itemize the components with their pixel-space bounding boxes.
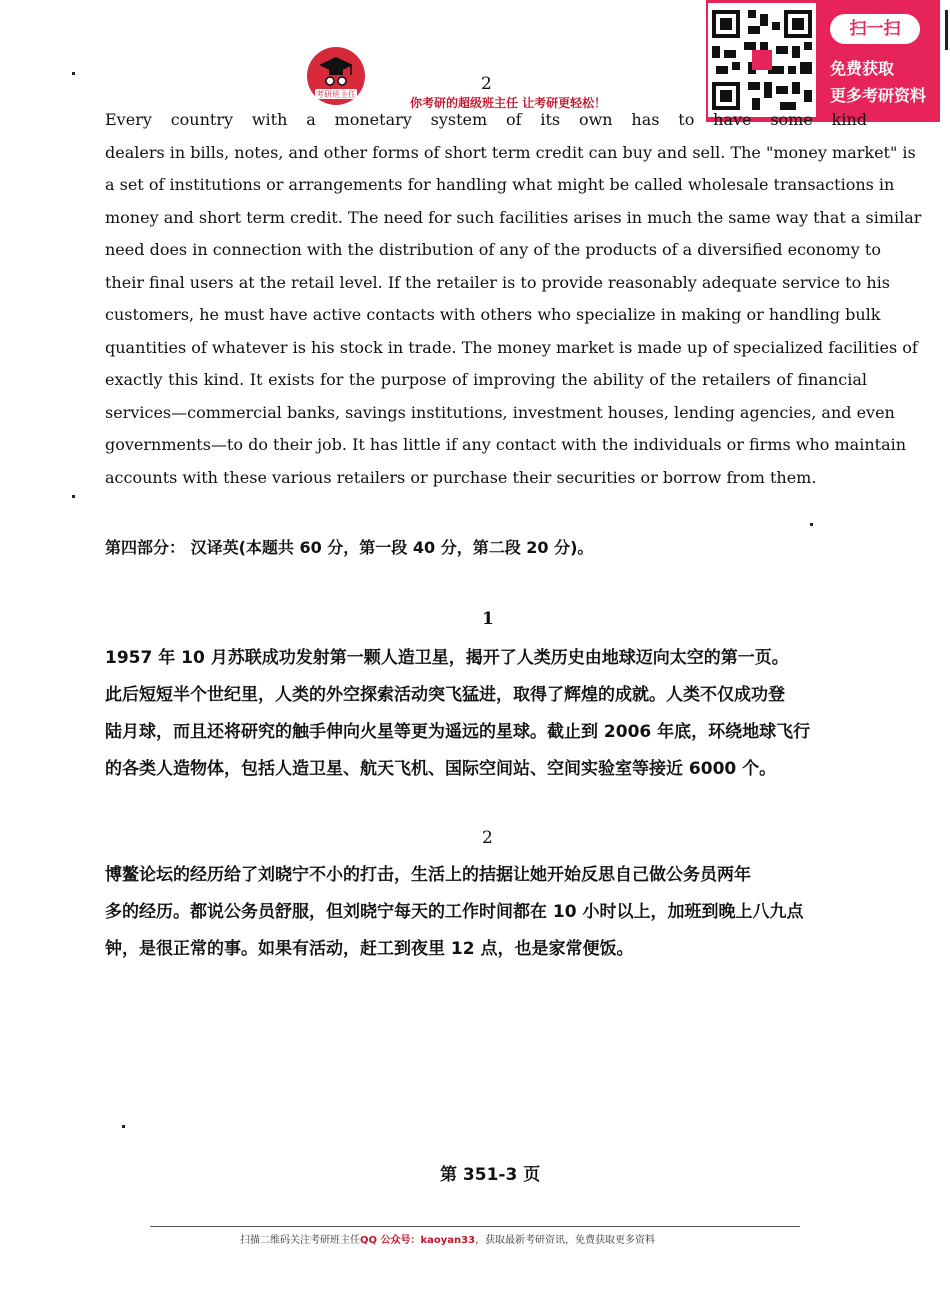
passage-line: Every country with a monetary system of its own has to have some kind (105, 110, 867, 129)
passage-line: services—commercial banks, savings institutions, investment houses, lending agencies, and even (105, 402, 895, 422)
scan-badge[interactable]: 扫一扫 (830, 14, 920, 44)
passage-line: governments—to do their job. It has little if any contact with the individuals or firms who maintain (105, 435, 907, 454)
paragraph-line: 陆月球，而且还将研究的触手伸向火星等更为遥远的星球。截止到 2006 年底，环绕地球飞行 (105, 722, 811, 742)
paragraph-line: 博鳌论坛的经历给了刘晓宁不小的打击，生活上的拮据让她开始反思自己做公务员两年 (105, 865, 751, 885)
section-title: 第四部分： 汉译英(本题共 60 分，第一段 40 分，第二段 20 分)。 (105, 538, 594, 557)
passage-line: need does in connection with the distribution of any of the products of a diversified economy to (105, 240, 881, 259)
paragraph-line: 钟，是很正常的事。如果有活动，赶工到夜里 12 点，也是家常便饭。 (105, 939, 634, 959)
footer-divider (150, 1226, 800, 1227)
paragraph-line: 此后短短半个世纪里，人类的外空探索活动突飞猛进，取得了辉煌的成就。人类不仅成功登 (105, 685, 785, 705)
footer-suffix: ，获取最新考研资讯，免费获取更多资料 (475, 1235, 656, 1246)
tagline: 你考研的超级班主任 让考研更轻松！ (410, 96, 607, 110)
edge-mark (945, 10, 948, 50)
promo-line-1: 免费获取 (830, 59, 895, 78)
scan-speck (122, 1125, 125, 1128)
passage-line: dealers in bills, notes, and other forms of short term credit can buy and sell. The "money market" is (105, 142, 916, 162)
paragraph-number-1: 1 (482, 609, 494, 629)
qr-code-icon[interactable] (708, 3, 816, 117)
passage-line: customers, he must have active contacts with others who specialize in making or handling bulk (105, 305, 881, 324)
passage-line: quantities of whatever is his stock in trade. The money market is made up of specialized facilities of (105, 337, 918, 357)
scan-speck (810, 523, 813, 526)
top-page-number: 2 (481, 74, 492, 94)
scan-speck (72, 495, 75, 498)
passage-line: accounts with these various retailers or purchase their securities or borrow from them. (105, 467, 817, 487)
paragraph-line: 的各类人造物体，包括人造卫星、航天飞机、国际空间站、空间实验室等接近 6000 个。 (105, 759, 777, 779)
scan-speck (72, 72, 75, 75)
paragraph-line: 1957 年 10 月苏联成功发射第一颗人造卫星，揭开了人类历史由地球迈向太空的第一页。 (105, 648, 789, 668)
footer-highlight: QQ 公众号：kaoyan33 (360, 1235, 476, 1246)
promo-line-2: 更多考研资料 (830, 86, 927, 105)
passage-line: money and short term credit. The need for such facilities arises in much the same way that a similar (105, 207, 922, 227)
footer-note (240, 1231, 655, 1246)
chinese-paragraph-2 (105, 857, 865, 968)
page-number: 第 351-3 页 (440, 1165, 541, 1185)
passage-line: their final users at the retail level. If the retailer is to provide reasonably adequate service to his (105, 272, 890, 292)
kaoyan-logo (305, 45, 367, 107)
paragraph-line: 多的经历。都说公务员舒服，但刘晓宁每天的工作时间都在 10 小时以上，加班到晚上八九点 (105, 902, 804, 922)
logo-text: 考研班主任 (316, 90, 356, 99)
english-passage (105, 104, 922, 494)
passage-line: a set of institutions or arrangements for handling what might be called wholesale transactions in (105, 175, 895, 194)
footer-prefix: 扫描二维码关注考研班主任 (240, 1235, 360, 1246)
passage-line: exactly this kind. It exists for the purpose of improving the ability of the retailers of financial (105, 370, 867, 389)
paragraph-number-2: 2 (482, 828, 493, 848)
chinese-paragraph-1 (105, 640, 865, 788)
